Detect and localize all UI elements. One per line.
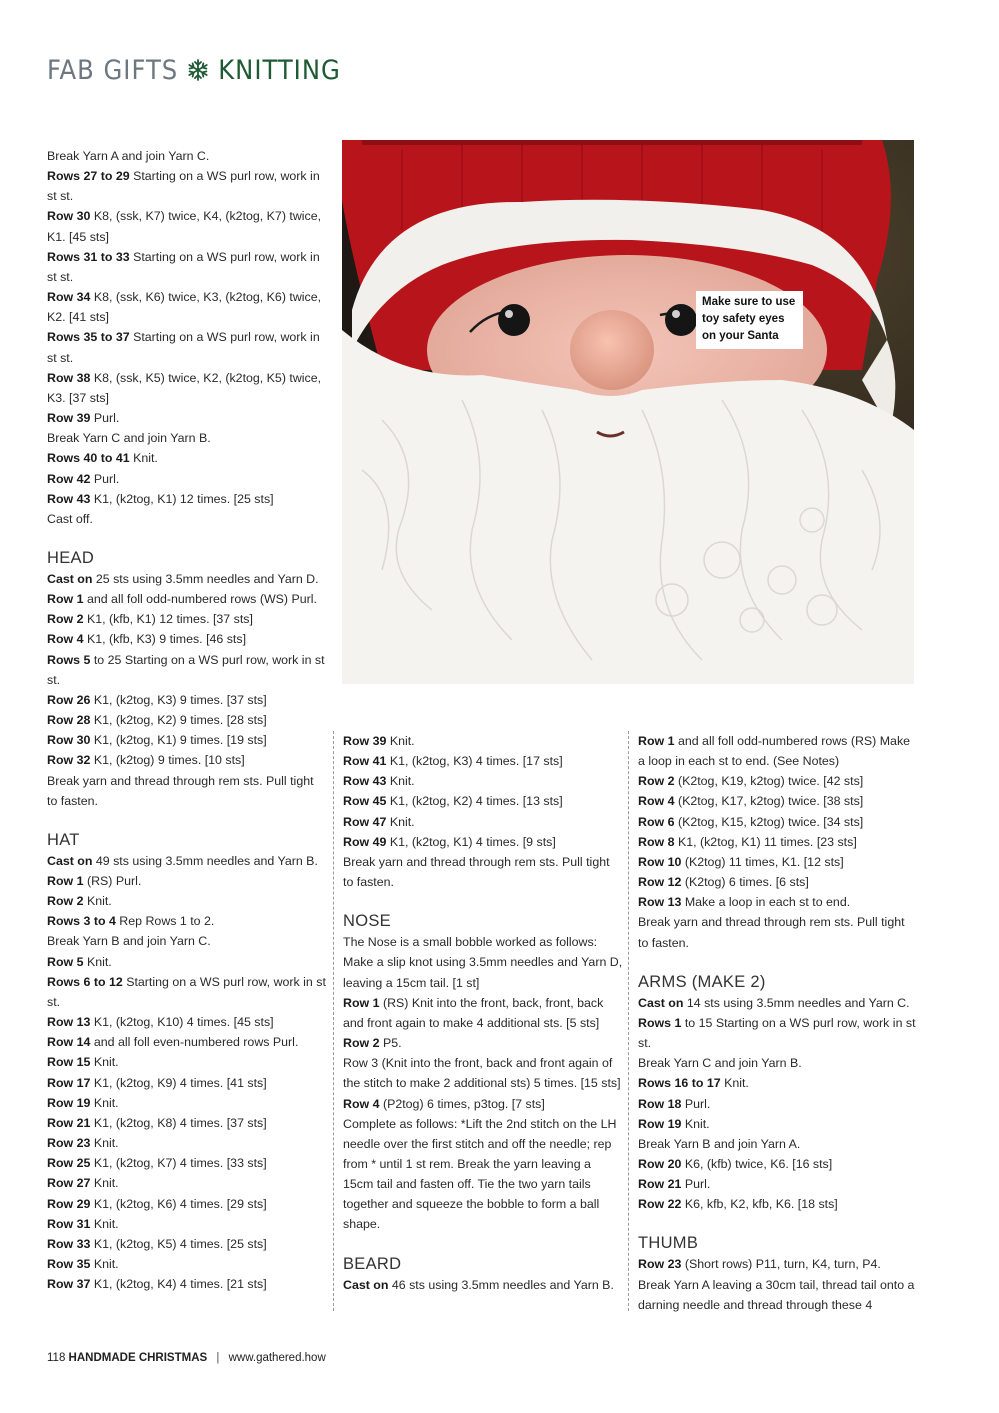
instruction-line: [638, 812, 918, 832]
instruction-line: [47, 489, 327, 509]
row-label: Cast on: [47, 853, 93, 868]
instruction-line: [47, 368, 327, 408]
row-text: P5.: [379, 1036, 402, 1051]
instruction-line: [47, 1012, 327, 1032]
row-label: Row 32: [47, 753, 91, 768]
row-text: Knit.: [681, 1116, 710, 1131]
row-label: Row 25: [47, 1156, 91, 1171]
instruction-line: [343, 812, 623, 832]
santa-illustration: [342, 140, 914, 684]
instruction-line: [47, 851, 327, 871]
nose-instructions: [343, 932, 623, 1234]
section-header: [47, 52, 341, 88]
row-label: Row 30: [47, 209, 91, 224]
caption-line: Make sure to use: [702, 296, 796, 308]
instruction-line: [638, 791, 918, 811]
row-label: Row 14: [47, 1035, 91, 1050]
column-1: [47, 146, 327, 1294]
instruction-line: [47, 730, 327, 750]
instruction-line: [638, 1073, 918, 1093]
instruction-line: [47, 750, 327, 770]
nose-heading: NOSE: [343, 912, 391, 931]
row-text: Knit.: [90, 1256, 119, 1271]
instruction-line: [47, 327, 327, 367]
row-text: Break Yarn A and join Yarn C.: [47, 149, 210, 163]
instruction-line: [638, 1174, 918, 1194]
hat-continued: [343, 731, 623, 892]
row-text: K6, kfb, K2, kfb, K6. [18 sts]: [681, 1197, 838, 1212]
instruction-line: [47, 287, 327, 327]
page-footer: [47, 1352, 326, 1364]
row-text: 46 sts using 3.5mm needles and Yarn B.: [388, 1277, 614, 1292]
row-label: Row 30: [47, 733, 91, 748]
instruction-line: [47, 771, 327, 811]
row-label: Rows 1: [638, 1015, 682, 1030]
row-text: Knit.: [90, 1176, 119, 1191]
row-label: Row 37: [47, 1277, 91, 1292]
row-label: Row 45: [343, 794, 387, 809]
instruction-line: [47, 428, 327, 448]
instruction-line: [47, 1032, 327, 1052]
row-label: Row 21: [638, 1177, 682, 1192]
row-label: Row 23: [638, 1257, 682, 1272]
row-label: Row 33: [47, 1236, 91, 1251]
row-text: (K2tog, K15, k2tog) twice. [34 sts]: [674, 814, 864, 829]
row-label: Row 34: [47, 290, 91, 305]
instruction-line: [343, 1094, 623, 1114]
row-text: Complete as follows: *Lift the 2nd stitch on the LH needle over the first stitch and off the needle; rep from * until 1 st rem. Break the yarn leaving a 15cm tail and fasten off. Tie the two yarn tails together and squeeze the bobble to form a ball shape.: [343, 1116, 617, 1232]
instruction-line: [343, 791, 623, 811]
instruction-line: [343, 993, 623, 1033]
instruction-line: [47, 1113, 327, 1133]
row-text: K1, (k2tog, K4) 4 times. [21 sts]: [90, 1277, 267, 1292]
instruction-line: [47, 1073, 327, 1093]
instruction-line: [47, 469, 327, 489]
row-label: Row 18: [638, 1096, 682, 1111]
beard-heading: BEARD: [343, 1254, 402, 1273]
row-label: Row 10: [638, 854, 682, 869]
row-label: Row 31: [47, 1216, 91, 1231]
row-text: Knit.: [386, 774, 415, 789]
instruction-line: [47, 871, 327, 891]
instruction-line: [47, 166, 327, 206]
instruction-line: [47, 509, 327, 529]
row-text: K1, (k2tog, K2) 9 times. [28 sts]: [90, 713, 267, 728]
instruction-line: [343, 731, 623, 751]
row-text: (RS) Knit into the front, back, front, back and front again to make 4 additional sts. [5 sts]: [343, 995, 604, 1030]
row-label: Row 1: [47, 592, 84, 607]
instruction-line: [343, 1275, 623, 1295]
instruction-line: [47, 1173, 327, 1193]
instruction-line: [47, 1133, 327, 1153]
instruction-line: [343, 832, 623, 852]
instruction-line: [47, 690, 327, 710]
row-text: (K2tog) 6 times. [6 sts]: [681, 875, 809, 890]
instruction-line: [47, 952, 327, 972]
row-label: Row 39: [343, 734, 387, 748]
row-label: Row 2: [343, 1036, 380, 1051]
row-text: and all foll even-numbered rows Purl.: [90, 1035, 299, 1050]
row-text: Starting on a WS purl row, work in st st.: [47, 974, 326, 1009]
instruction-line: [47, 448, 327, 468]
instruction-line: [47, 972, 327, 1012]
row-text: K1, (k2tog, K1) 9 times. [19 sts]: [90, 733, 267, 748]
instruction-line: [47, 710, 327, 730]
row-label: Row 47: [343, 814, 387, 829]
column-3: [638, 731, 918, 1315]
thumb-heading: THUMB: [638, 1234, 699, 1253]
hat-instructions: [47, 851, 327, 1294]
row-text: K1, (k2tog, K10) 4 times. [45 sts]: [90, 1015, 274, 1030]
row-label: Row 15: [47, 1055, 91, 1070]
row-text: to 15 Starting on a WS purl row, work in st st.: [638, 1015, 916, 1051]
head-heading: HEAD: [47, 548, 95, 567]
publication-name: HANDMADE CHRISTMAS: [68, 1352, 208, 1364]
row-label: Row 5: [47, 954, 84, 969]
section-label: FAB GIFTS: [47, 54, 179, 86]
row-label: Row 41: [343, 754, 387, 769]
row-text: Purl.: [90, 471, 120, 486]
instruction-line: [47, 206, 327, 246]
instruction-line: [47, 629, 327, 649]
instruction-line: [47, 247, 327, 287]
row-label: Row 4: [343, 1096, 380, 1111]
row-text: Break Yarn B and join Yarn C.: [47, 934, 211, 949]
photo-caption: [696, 291, 803, 349]
instruction-line: [47, 569, 327, 589]
instruction-line: [47, 650, 327, 690]
column-2: [343, 731, 623, 1295]
row-text: Knit.: [720, 1076, 749, 1091]
instruction-line: [638, 1275, 918, 1315]
row-label: Row 17: [47, 1075, 91, 1090]
row-label: Row 28: [47, 713, 91, 728]
row-text: Knit.: [129, 451, 158, 466]
row-label: Row 13: [638, 895, 682, 910]
instruction-line: [638, 1053, 918, 1073]
row-label: Row 20: [638, 1156, 682, 1171]
row-text: Knit.: [83, 954, 112, 969]
instruction-line: [638, 912, 918, 952]
row-text: K1, (k2tog, K3) 9 times. [37 sts]: [90, 692, 267, 707]
instruction-line: [638, 993, 918, 1013]
row-label: Rows 5: [47, 652, 91, 667]
row-text: K1, (kfb, K1) 12 times. [37 sts]: [83, 612, 253, 627]
row-text: K8, (ssk, K7) twice, K4, (k2tog, K7) twice, K1. [45 sts]: [47, 209, 322, 244]
instruction-line: [638, 731, 918, 771]
row-text: Starting on a WS purl row, work in st st.: [47, 169, 320, 204]
row-text: Knit.: [90, 1055, 119, 1070]
instruction-line: [638, 852, 918, 872]
santa-photo: [342, 140, 914, 684]
row-text: Knit.: [90, 1136, 119, 1151]
row-text: Purl.: [681, 1177, 711, 1192]
row-text: K6, (kfb) twice, K6. [16 sts]: [681, 1156, 833, 1171]
instruction-line: [47, 408, 327, 428]
instruction-line: [638, 872, 918, 892]
row-text: Break yarn and thread through rem sts. Pull tight to fasten.: [47, 773, 314, 808]
row-text: Knit.: [90, 1095, 119, 1110]
row-label: Row 27: [47, 1176, 91, 1191]
beard-instructions: [343, 1275, 623, 1295]
row-label: Cast on: [638, 995, 684, 1010]
row-label: Row 43: [47, 491, 91, 506]
instruction-line: [638, 1254, 918, 1274]
head-instructions: [47, 569, 327, 811]
instruction-line: [47, 1214, 327, 1234]
row-text: K1, (k2tog, K3) 4 times. [17 sts]: [386, 754, 563, 769]
row-label: Row 4: [47, 632, 84, 647]
row-text: Purl.: [90, 411, 120, 426]
row-text: Starting on a WS purl row, work in st st.: [47, 249, 320, 284]
beard-continued: [638, 731, 918, 953]
row-label: Rows 31 to 33: [47, 249, 130, 264]
row-label: Rows 27 to 29: [47, 169, 130, 184]
row-text: The Nose is a small bobble worked as follows: Make a slip knot using 3.5mm needles and Yarn D, leaving a 15cm tail. [1 st]: [343, 935, 623, 990]
row-label: Cast on: [343, 1277, 389, 1292]
website-link[interactable]: www.gathered.how: [228, 1352, 326, 1364]
arms-heading: ARMS (MAKE 2): [638, 972, 766, 991]
hat-heading: HAT: [47, 830, 80, 849]
row-label: Row 42: [47, 471, 91, 486]
row-text: Cast off.: [47, 511, 93, 526]
row-label: Row 29: [47, 1196, 91, 1211]
instruction-line: [638, 1154, 918, 1174]
row-text: K1, (k2tog, K2) 4 times. [13 sts]: [386, 794, 563, 809]
row-text: Knit.: [90, 1216, 119, 1231]
instruction-line: [47, 891, 327, 911]
instruction-line: [47, 1274, 327, 1294]
row-text: and all foll odd-numbered rows (RS) Make a loop in each st to end. (See Notes): [638, 734, 911, 769]
instruction-line: [638, 892, 918, 912]
instruction-line: [47, 1093, 327, 1113]
row-text: (P2tog) 6 times, p3tog. [7 sts]: [379, 1096, 545, 1111]
row-label: Row 2: [47, 894, 84, 909]
thumb-instructions: [638, 1254, 918, 1314]
row-label: Row 6: [638, 814, 675, 829]
instruction-line: [47, 931, 327, 951]
row-label: Row 8: [638, 834, 675, 849]
row-text: Make a loop in each st to end.: [681, 895, 851, 910]
row-label: Row 38: [47, 370, 91, 385]
column-divider: [333, 731, 334, 1311]
row-label: Row 1: [638, 734, 675, 748]
row-text: 14 sts using 3.5mm needles and Yarn C.: [683, 995, 910, 1010]
instruction-line: [47, 609, 327, 629]
instruction-line: [343, 771, 623, 791]
row-label: Row 12: [638, 875, 682, 890]
instruction-line: [638, 1194, 918, 1214]
arms-instructions: [638, 993, 918, 1215]
row-text: Break Yarn C and join Yarn B.: [638, 1056, 802, 1071]
row-text: Row 3 (Knit into the front, back and front again of the stitch to make 2 additional sts) 5 times. [15 sts]: [343, 1056, 621, 1091]
caption-line: on your Santa: [702, 330, 779, 342]
row-text: K1, (k2tog) 9 times. [10 sts]: [90, 753, 245, 768]
row-label: Row 2: [47, 612, 84, 627]
footer-separator: |: [216, 1352, 220, 1364]
row-label: Row 35: [47, 1256, 91, 1271]
topic-label: KNITTING: [218, 54, 341, 86]
row-text: Break yarn and thread through rem sts. Pull tight to fasten.: [638, 915, 905, 950]
row-label: Row 19: [638, 1116, 682, 1131]
row-text: K8, (ssk, K6) twice, K3, (k2tog, K6) twice, K2. [41 sts]: [47, 290, 322, 325]
instruction-line: [47, 911, 327, 931]
row-text: K1, (k2tog, K9) 4 times. [41 sts]: [90, 1075, 267, 1090]
row-label: Rows 6 to 12: [47, 974, 123, 989]
instruction-line: [47, 1234, 327, 1254]
instruction-line: [638, 771, 918, 791]
row-label: Row 39: [47, 411, 91, 426]
row-text: K8, (ssk, K5) twice, K2, (k2tog, K5) twice, K3. [37 sts]: [47, 370, 322, 405]
row-text: Purl.: [681, 1096, 711, 1111]
row-label: Row 2: [638, 774, 675, 789]
instruction-line: [343, 751, 623, 771]
row-label: Row 49: [343, 834, 387, 849]
row-text: K1, (k2tog, K1) 12 times. [25 sts]: [90, 491, 274, 506]
row-text: (K2tog) 11 times, K1. [12 sts]: [681, 854, 844, 869]
row-text: Knit.: [386, 814, 415, 829]
row-text: Break yarn and thread through rem sts. Pull tight to fasten.: [343, 854, 610, 890]
row-text: (Short rows) P11, turn, K4, turn, P4.: [681, 1257, 881, 1272]
row-text: Rep Rows 1 to 2.: [115, 914, 215, 929]
instruction-line: [343, 932, 623, 992]
page-number: 118: [47, 1352, 66, 1364]
instruction-line: [47, 146, 327, 166]
instruction-line: [638, 832, 918, 852]
row-text: K1, (k2tog, K8) 4 times. [37 sts]: [90, 1115, 267, 1130]
row-label: Row 13: [47, 1015, 91, 1030]
instruction-line: [638, 1114, 918, 1134]
row-text: to 25 Starting on a WS purl row, work in st st.: [47, 652, 325, 687]
row-label: Row 22: [638, 1197, 682, 1212]
instruction-line: [47, 1254, 327, 1274]
row-text: Break Yarn C and join Yarn B.: [47, 431, 211, 446]
instruction-line: [638, 1094, 918, 1114]
row-text: Knit.: [83, 894, 112, 909]
yarn-c-section: [47, 146, 327, 529]
row-label: Row 1: [47, 874, 84, 888]
row-text: K1, (k2tog, K1) 4 times. [9 sts]: [386, 834, 556, 849]
instruction-line: [47, 1194, 327, 1214]
instruction-line: [47, 589, 327, 609]
row-text: (K2tog, K17, k2tog) twice. [38 sts]: [674, 794, 864, 809]
row-text: K1, (k2tog, K1) 11 times. [23 sts]: [674, 834, 857, 849]
row-label: Rows 40 to 41: [47, 451, 130, 466]
row-label: Cast on: [47, 571, 93, 586]
row-text: 49 sts using 3.5mm needles and Yarn B.: [92, 853, 318, 868]
row-label: Row 1: [343, 995, 380, 1010]
instruction-line: [343, 1114, 623, 1235]
snowflake-icon: [186, 58, 210, 82]
row-text: 25 sts using 3.5mm needles and Yarn D.: [92, 571, 319, 586]
row-text: (K2tog, K19, k2tog) twice. [42 sts]: [674, 774, 864, 789]
row-text: K1, (k2tog, K6) 4 times. [29 sts]: [90, 1196, 267, 1211]
row-label: Row 4: [638, 794, 675, 809]
row-label: Row 43: [343, 774, 387, 789]
caption-line: toy safety eyes: [702, 313, 785, 325]
row-text: Break Yarn B and join Yarn A.: [638, 1136, 801, 1151]
row-text: and all foll odd-numbered rows (WS) Purl.: [83, 592, 317, 607]
row-label: Rows 16 to 17: [638, 1076, 721, 1091]
row-text: Break Yarn A leaving a 30cm tail, thread tail onto a darning needle and thread through these 4: [638, 1277, 915, 1312]
row-text: K1, (k2tog, K5) 4 times. [25 sts]: [90, 1236, 267, 1251]
instruction-line: [343, 852, 623, 892]
column-divider: [628, 731, 629, 1311]
instruction-line: [47, 1052, 327, 1072]
row-text: K1, (k2tog, K7) 4 times. [33 sts]: [90, 1156, 267, 1171]
row-text: (RS) Purl.: [83, 874, 142, 888]
row-label: Row 21: [47, 1115, 91, 1130]
row-label: Rows 3 to 4: [47, 914, 116, 929]
row-label: Rows 35 to 37: [47, 330, 130, 345]
row-label: Row 26: [47, 692, 91, 707]
row-text: Starting on a WS purl row, work in st st.: [47, 330, 320, 365]
instruction-line: [638, 1134, 918, 1154]
instruction-line: [638, 1013, 918, 1053]
instruction-line: [343, 1053, 623, 1093]
instruction-line: [343, 1033, 623, 1053]
row-text: Knit.: [386, 734, 415, 748]
row-text: K1, (kfb, K3) 9 times. [46 sts]: [83, 632, 247, 647]
row-label: Row 23: [47, 1136, 91, 1151]
row-label: Row 19: [47, 1095, 91, 1110]
instruction-line: [47, 1153, 327, 1173]
